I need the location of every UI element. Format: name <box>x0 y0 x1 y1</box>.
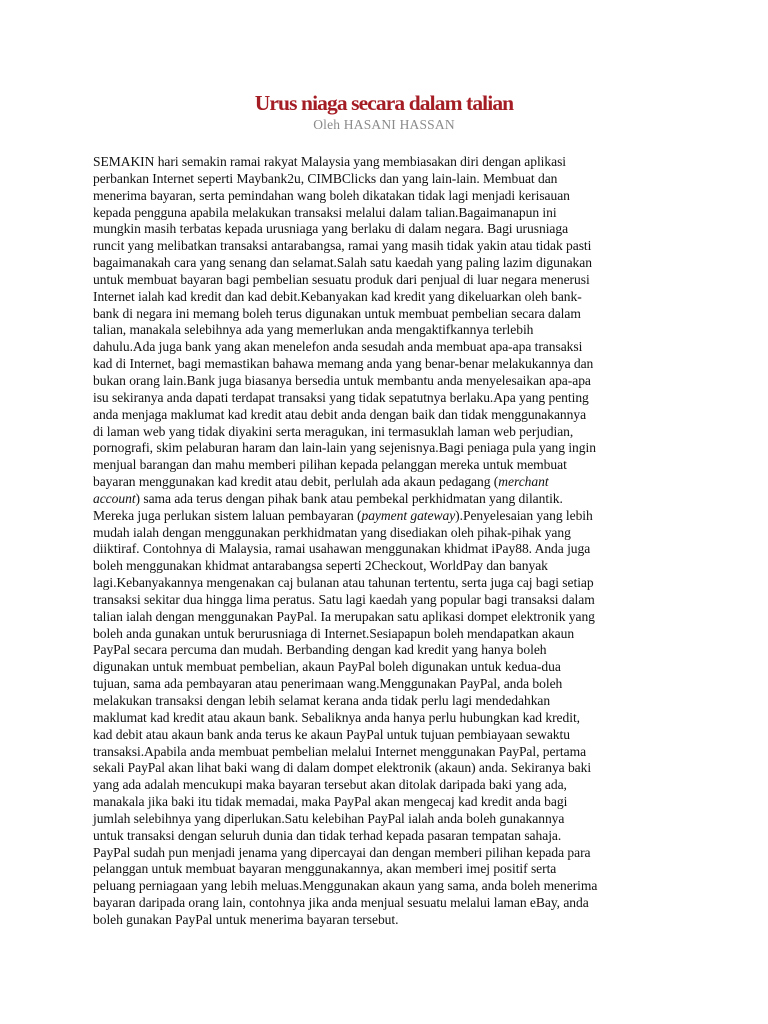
body-line: perbankan Internet seperti Maybank2u, CIMBClicks dan yang lain-lain. Membuat dan <box>93 170 558 186</box>
body-text: ) sama ada terus dengan pihak bank atau pembekal perkhidmatan yang dilantik. <box>135 490 563 506</box>
article-body <box>93 154 677 929</box>
body-line: melakukan transaksi dengan lebih selamat kerana anda tidak perlu lagi mendedahkan <box>93 693 551 708</box>
body-line-with-italic <box>93 491 677 508</box>
body-line: manakala jika baki itu tidak memadai, maka PayPal akan mengecaj kad kredit anda bagi <box>93 794 568 810</box>
body-line: untuk transaksi dengan seluruh dunia dan tidak terhad kepada pasaran tempatan sahaja. <box>93 827 562 843</box>
body-line: talian, manakala selebihnya ada yang memerlukan anda mengaktifkannya terlebih <box>93 322 534 338</box>
body-line: isu sekiranya anda dapati terdapat transaksi yang tidak sepatutnya berlaku.Apa yang penting <box>93 389 589 405</box>
body-line: pornografi, skim pelaburan haram dan lain-lain yang sejenisnya.Bagi peniaga pula yang ingin <box>93 440 596 456</box>
article-title: Urus niaga secara dalam talian <box>254 91 514 115</box>
body-line: bagaimanakah cara yang senang dan selamat.Salah satu kaedah yang paling lazim digunakan <box>93 255 592 271</box>
body-line: PayPal sudah pun menjadi jenama yang dipercayai dan dengan memberi pilihan kepada para <box>93 844 591 860</box>
body-line: transaksi sekitar dua hingga lima peratus. Satu lagi kaedah yang popular bagi transaksi dalam <box>93 591 595 607</box>
body-line: digunakan untuk membuat pembelian, akaun PayPal boleh digunakan untuk kedua-dua <box>93 659 561 675</box>
italic-term: merchant <box>498 474 549 490</box>
body-line: kad debit atau akaun bank anda terus ke akaun PayPal untuk tujuan pembiayaan sewaktu <box>93 726 570 742</box>
italic-term: payment gateway <box>361 507 456 523</box>
body-line: boleh menggunakan khidmat antarabangsa seperti 2Checkout, WorldPay dan banyak <box>93 558 548 574</box>
body-line: bukan orang lain.Bank juga biasanya bersedia untuk membantu anda menyelesaikan apa-apa <box>93 372 591 388</box>
body-line-with-italic <box>93 474 677 491</box>
body-line: peluang perniagaan yang lebih meluas.Menggunakan akaun yang sama, anda boleh menerima <box>93 878 598 894</box>
body-line: Internet ialah kad kredit dan kad debit.Kebanyakan kad kredit yang dikeluarkan oleh bank- <box>93 288 582 304</box>
body-line: boleh anda gunakan untuk berurusniaga di Internet.Sesiapapun boleh mendapatkan akaun <box>93 625 575 641</box>
italic-term: account <box>93 490 136 506</box>
body-line: SEMAKIN hari semakin ramai rakyat Malaysia yang membiasakan diri dengan aplikasi <box>93 154 567 169</box>
body-line: boleh gunakan PayPal untuk menerima bayaran tersebut. <box>93 911 399 927</box>
body-line: maklumat kad kredit atau akaun bank. Sebaliknya anda hanya perlu hubungkan kad kredit, <box>93 709 580 725</box>
body-line: menerima bayaran, serta pemindahan wang boleh dikatakan tidak lagi menjadi kerisauan <box>93 187 570 203</box>
body-line: diiktiraf. Contohnya di Malaysia, ramai usahawan menggunakan khidmat iPay88. Anda juga <box>93 541 591 557</box>
article-byline: Oleh HASANI HASSAN <box>313 117 455 132</box>
body-line: kepada pengguna apabila melakukan transaksi melalui dalam talian.Bagaimanapun ini <box>93 204 557 220</box>
body-line: mungkin masih terbatas kepada urusniaga yang berlaku di dalam negara. Bagi urusniaga <box>93 221 569 237</box>
body-line: kad di Internet, bagi memastikan bahawa memang anda yang benar-benar melakukannya dan <box>93 356 594 372</box>
body-line: yang ada adalah mencukupi maka bayaran tersebut akan ditolak daripada baki yang ada, <box>93 777 567 793</box>
body-line: dahulu.Ada juga bank yang akan menelefon anda sesudah anda membuat apa-apa transaksi <box>93 339 583 355</box>
body-line: transaksi.Apabila anda membuat pembelian melalui Internet menggunakan PayPal, pertama <box>93 743 587 759</box>
body-line: runcit yang melibatkan transaksi antarabangsa, ramai yang masih tidak yakin atau tidak pasti <box>93 238 592 254</box>
body-text: ).Penyelesaian yang lebih <box>455 507 593 523</box>
body-line: di laman web yang tidak diyakini serta meragukan, ini termasuklah laman web perjudian, <box>93 423 574 439</box>
body-text: bayaran menggunakan kad kredit atau debit, perlulah ada akaun pedagang ( <box>93 474 499 490</box>
body-line: PayPal secara percuma dan mudah. Berbanding dengan kad kredit yang hanya boleh <box>93 642 547 658</box>
body-line: pelanggan untuk membuat bayaran menggunakannya, akan memberi imej positif serta <box>93 861 557 877</box>
body-line: talian ialah dengan menggunakan PayPal. Ia merupakan satu aplikasi dompet elektronik yang <box>93 608 595 624</box>
body-line: anda menjaga maklumat kad kredit atau debit anda dengan baik dan tidak menggunakannya <box>93 406 587 422</box>
body-line: menjual barangan dan mahu memberi pilihan kepada pelanggan mereka untuk membuat <box>93 457 567 473</box>
body-line: mudah ialah dengan menggunakan perkhidmatan yang disediakan oleh pihak-pihak yang <box>93 524 571 540</box>
body-line-with-italic <box>93 508 677 525</box>
body-line: jumlah selebihnya yang diperlukan.Satu kelebihan PayPal ialah anda boleh gunakannya <box>93 810 565 826</box>
body-text: Mereka juga perlukan sistem laluan pembayaran ( <box>93 507 362 523</box>
body-line: sekali PayPal akan lihat baki wang di dalam dompet elektronik (akaun) anda. Sekiranya baki <box>93 760 592 776</box>
body-line: untuk membuat bayaran bagi pembelian sesuatu produk dari penjual di luar negara menerusi <box>93 271 590 287</box>
body-line: bayaran daripada orang lain, contohnya jika anda menjual sesuatu melalui laman eBay, anda <box>93 895 589 911</box>
body-line: lagi.Kebanyakannya mengenakan caj bulanan atau tahunan tertentu, serta juga caj bagi setiap <box>93 575 594 591</box>
body-line: bank di negara ini memang boleh terus digunakan untuk membuat pembelian secara dalam <box>93 305 581 321</box>
body-line: tujuan, sama ada pembayaran atau penerimaan wang.Menggunakan PayPal, anda boleh <box>93 676 563 692</box>
